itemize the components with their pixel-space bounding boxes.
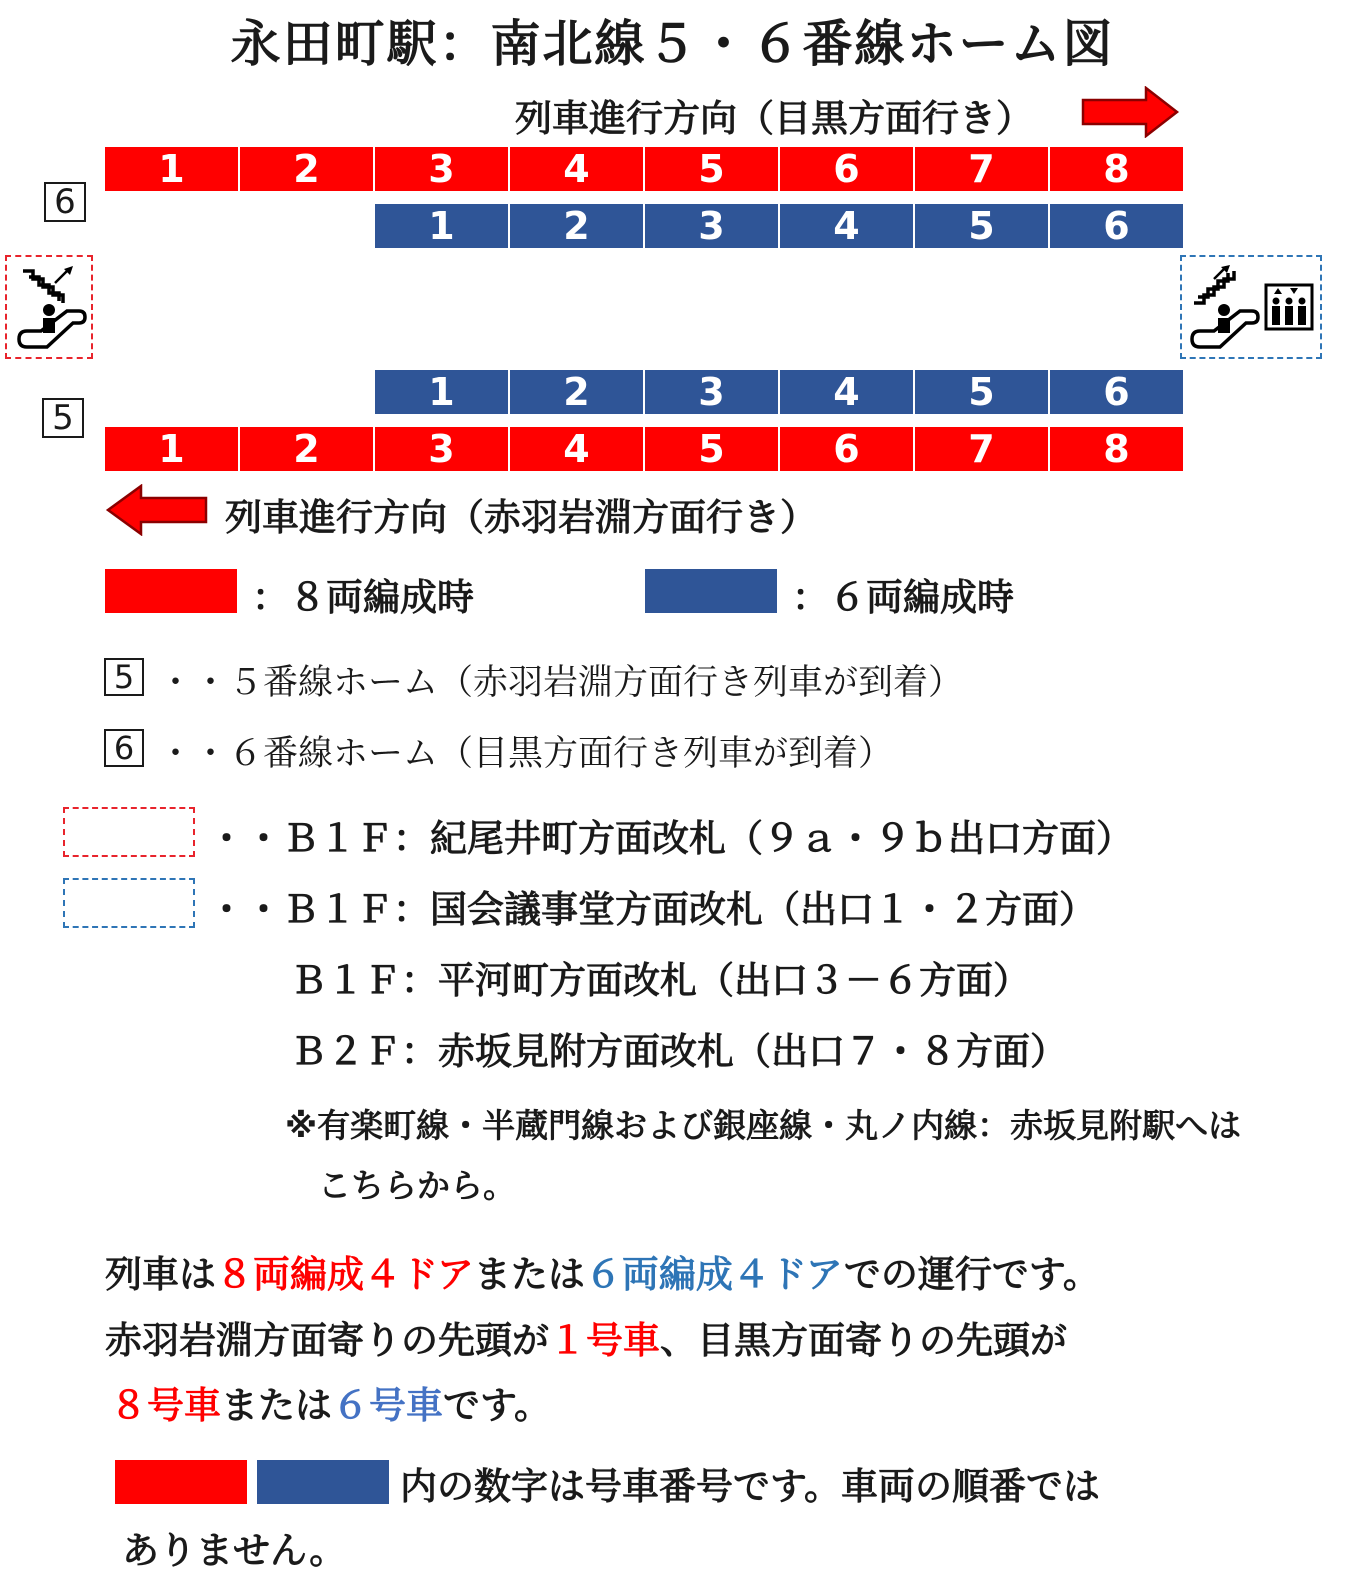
elevator-icon xyxy=(1264,283,1314,331)
car-8: 8 xyxy=(1050,427,1183,471)
escalator-icon xyxy=(15,303,87,351)
car-7: 7 xyxy=(915,147,1048,191)
stairs-up-icon xyxy=(21,265,79,305)
car-6: 6 xyxy=(1050,204,1183,248)
transfer-note-line1: ※有楽町線・半蔵門線および銀座線・丸ノ内線：赤坂見附駅へは xyxy=(285,1106,1242,1145)
legend-label-8car: ：８両編成時 xyxy=(252,576,474,619)
gate-kokkaigijido-marker xyxy=(1180,255,1322,359)
note-platform-6: ・・６番線ホーム（目黒方面行き列車が到着） xyxy=(158,734,894,774)
car-5: 5 xyxy=(645,427,778,471)
car-3: 3 xyxy=(375,427,508,471)
car-6: 6 xyxy=(780,427,913,471)
info-text: 列車は xyxy=(105,1253,216,1296)
car-5: 5 xyxy=(915,370,1048,414)
car-2: 2 xyxy=(510,370,643,414)
platform-6-label: 6 xyxy=(44,182,86,222)
legend-label-6car: ：６両編成時 xyxy=(792,576,1014,619)
info-line-3 xyxy=(110,1375,551,1429)
car-2: 2 xyxy=(240,147,373,191)
arrow-left-icon xyxy=(105,484,209,536)
legend-gate-red xyxy=(63,807,195,857)
note-swatch-blue xyxy=(257,1460,389,1504)
note-platform-6-box: 6 xyxy=(104,729,144,767)
note-swatch-red xyxy=(115,1460,247,1504)
car-number-note-line2: ありません。 xyxy=(122,1529,347,1572)
car-1: 1 xyxy=(105,427,238,471)
legend-gate-blue xyxy=(63,878,195,928)
track6-8car-row xyxy=(105,147,1183,191)
car-8: 8 xyxy=(1050,147,1183,191)
escalator-icon xyxy=(1188,303,1260,351)
info-car6-highlight: ６号車 xyxy=(332,1384,443,1427)
car-1: 1 xyxy=(375,370,508,414)
car-3: 3 xyxy=(645,204,778,248)
direction-label-meguro: 列車進行方向（目黒方面行き） xyxy=(515,97,1033,140)
legend-swatch-red xyxy=(105,569,237,613)
car-3: 3 xyxy=(645,370,778,414)
info-car8-highlight: ８号車 xyxy=(110,1384,221,1427)
car-2: 2 xyxy=(240,427,373,471)
car-number-note-line1: 内の数字は号車番号です。車両の順番では xyxy=(400,1465,1101,1508)
car-3: 3 xyxy=(375,147,508,191)
note-platform-5: ・・５番線ホーム（赤羽岩淵方面行き列車が到着） xyxy=(158,663,964,703)
car-4: 4 xyxy=(510,427,643,471)
gate-kioicho-marker xyxy=(5,255,93,359)
gate-hirakawacho-text: Ｂ１Ｆ：平河町方面改札（出口３－６方面） xyxy=(290,959,1030,1002)
car-4: 4 xyxy=(510,147,643,191)
car-1: 1 xyxy=(375,204,508,248)
car-2: 2 xyxy=(510,204,643,248)
info-line-2 xyxy=(105,1310,1067,1364)
stairs-up-icon xyxy=(1192,265,1250,305)
info-text: または xyxy=(473,1253,585,1296)
page-title: 永田町駅：南北線５・６番線ホーム図 xyxy=(230,15,1115,73)
note-platform-5-box: 5 xyxy=(104,658,144,696)
track5-8car-row xyxy=(105,427,1183,471)
car-4: 4 xyxy=(780,204,913,248)
info-text: または xyxy=(221,1384,332,1427)
direction-label-akabane: 列車進行方向（赤羽岩淵方面行き） xyxy=(225,496,817,539)
car-4: 4 xyxy=(780,370,913,414)
transfer-note-line2: こちらから。 xyxy=(318,1166,516,1205)
car-7: 7 xyxy=(915,427,1048,471)
info-text: 、目黒方面寄りの先頭が xyxy=(660,1319,1067,1362)
platform-5-label: 5 xyxy=(42,398,84,438)
track5-6car-row xyxy=(375,370,1183,414)
info-6car-highlight: ６両編成４ドア xyxy=(584,1253,844,1296)
car-5: 5 xyxy=(645,147,778,191)
gate-kokkaigijido-text: ・・Ｂ１Ｆ：国会議事堂方面改札（出口１・２方面） xyxy=(208,888,1096,931)
car-6: 6 xyxy=(1050,370,1183,414)
info-text: です。 xyxy=(443,1384,552,1427)
info-8car-highlight: ８両編成４ドア xyxy=(216,1253,474,1296)
car-1: 1 xyxy=(105,147,238,191)
arrow-right-icon xyxy=(1080,86,1180,138)
car-5: 5 xyxy=(915,204,1048,248)
info-text: 赤羽岩淵方面寄りの先頭が xyxy=(105,1319,549,1362)
info-line-1 xyxy=(105,1244,1100,1298)
gate-kioicho-text: ・・Ｂ１Ｆ：紀尾井町方面改札（９ａ・９ｂ出口方面） xyxy=(208,817,1133,860)
gate-akasakamitsuke-text: Ｂ２Ｆ：赤坂見附方面改札（出口７・８方面） xyxy=(290,1030,1067,1073)
track6-6car-row xyxy=(375,204,1183,248)
info-text: での運行です。 xyxy=(843,1253,1100,1296)
legend-swatch-blue xyxy=(645,569,777,613)
info-car1-highlight: １号車 xyxy=(549,1319,660,1362)
car-6: 6 xyxy=(780,147,913,191)
